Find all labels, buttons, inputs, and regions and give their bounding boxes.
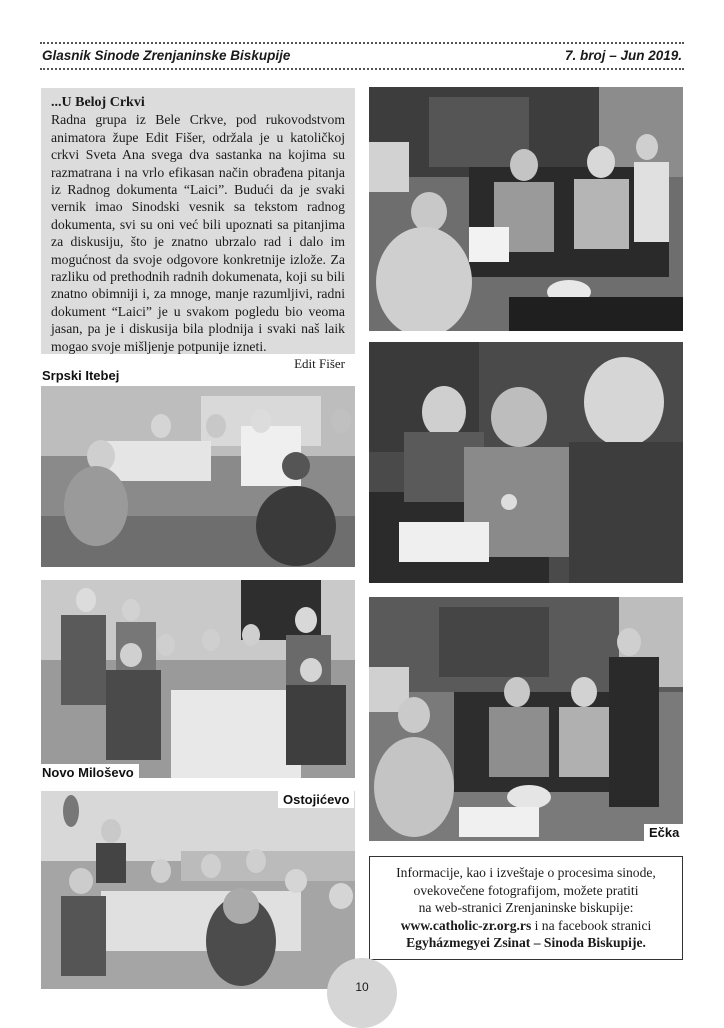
header-divider-bottom bbox=[40, 68, 684, 70]
article-title: ...U Beloj Crkvi bbox=[51, 95, 145, 110]
photo-ostojicevo bbox=[41, 791, 355, 989]
article-body: Radna grupa iz Bele Crkve, pod rukovodstvom animatora župe Edit Fišer, održala je u katoličkoj crkvi Sveta Ana svega dva sastanka na kojima su razmatrana i na vrlo efikasan način obrađena pitanja iz Radnog dokumenta “Laici”. Budući da je svaki vernik imao Sinodski vesnik sa tekstom radnog dokumenta, svi su oni već bili upoznati sa pitanjima za diskusiju, što je znatno ubrzalo rad i dalo im mogućnost da svoje odgovore konkretnije izlože. Za razliku od prethodnih radnih dokumenata, koji su bili znatno obimniji i, za mnoge, manje razumljivi, radni dokument “Laici” je u svakom pogledu bio veoma jasan, pa je i diskusija bila plodnija i svaki naš laik mogao svoje mišljenje potpunije izneti. bbox=[51, 112, 345, 354]
info-line-1: Informacije, kao i izveštaje o procesima sinode, bbox=[396, 865, 656, 880]
photo-srpski-itebej bbox=[41, 386, 355, 567]
photo-novo-milosevo bbox=[41, 580, 355, 778]
header-divider-top bbox=[40, 42, 684, 44]
website-link[interactable]: www.catholic-zr.org.rs bbox=[400, 917, 532, 933]
caption-ecka-3: Ečka bbox=[644, 824, 684, 841]
info-box bbox=[369, 856, 683, 960]
page-number: 10 bbox=[327, 958, 397, 1028]
info-connector: i na facebook stranici bbox=[531, 917, 652, 933]
article-box bbox=[41, 88, 355, 372]
photo-ecka-1 bbox=[369, 87, 683, 331]
info-line-4 bbox=[378, 917, 674, 935]
photo-ecka-3 bbox=[369, 597, 683, 841]
caption-novo-milosevo: Novo Miloševo bbox=[37, 764, 139, 781]
article-author: Edit Fišer bbox=[294, 356, 345, 372]
info-line-3: na web-stranici Zrenjaninske biskupije: bbox=[418, 900, 634, 916]
publication-title: Glasnik Sinode Zrenjaninske Biskupije bbox=[42, 48, 291, 63]
caption-srpski-itebej: Srpski Itebej bbox=[42, 368, 120, 383]
facebook-page-link[interactable]: Egyházmegyei Zsinat – Sinoda Biskupije. bbox=[406, 935, 646, 951]
info-line-2: ovekovečene fotografijom, možete pratiti bbox=[413, 882, 639, 898]
caption-ostojicevo: Ostojićevo bbox=[278, 791, 354, 808]
photo-ecka-2 bbox=[369, 342, 683, 583]
issue-label: 7. broj – Jun 2019. bbox=[564, 48, 682, 63]
